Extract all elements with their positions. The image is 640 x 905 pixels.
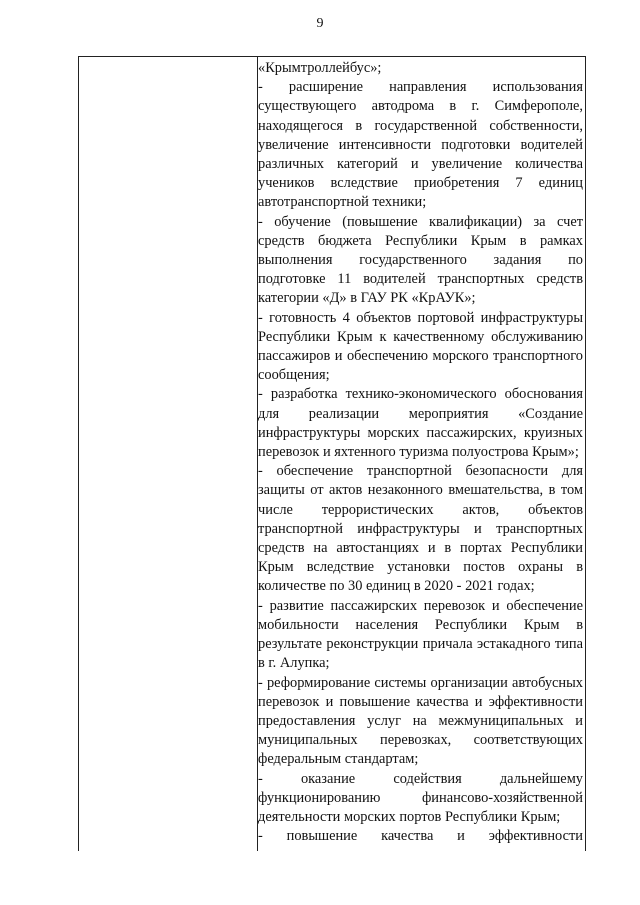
- paragraph-seaports-support: - оказание содействия дальнейшему функционированию финансово-хозяйственной деятельности морских портов Республики Крым;: [258, 770, 583, 825]
- paragraph-transport-security: - обеспечение транспортной безопасности для защиты от актов незаконного вмешательства, в том числе террористических актов, объектов транспортной инфраструктуры и транспортных средств на автостанциях и в портах Республики Крым вследствие установки постов охраны в количестве по 30 единиц в 2020 - 2021 годах;: [258, 463, 583, 595]
- paragraph-feasibility-study: - разработка технико-экономического обоснования для реализации мероприятия «Создание инфраструктуры морских пассажирских, круизных перевозок и яхтенного туризма полуострова Крым»;: [258, 386, 583, 461]
- paragraph-autodrome: - расширение направления использования существующего автодрома в г. Симферополе, находящегося в государственной собственности, увеличение интенсивности подготовки водителей различных категорий и увеличение количества учеников вследствие приобретения 7 единиц автотранспортной техники;: [258, 79, 583, 211]
- page-number: 9: [316, 16, 324, 31]
- paragraph-bus-reform: - реформирование системы организации автобусных перевозок и повышение качества и эффективности предоставления услуг на межмуниципальных и муниципальных перевозках, соответствующих федеральным стандартам;: [258, 674, 583, 768]
- right-cell: [258, 59, 583, 846]
- paragraph-trolleybus: «Крымтроллейбус»;: [258, 60, 382, 76]
- paragraph-alupka-pier: - развитие пассажирских перевозок и обеспечение мобильности населения Республики Крым в результате реконструкции причала эстакадного типа в г. Алупка;: [258, 597, 583, 672]
- paragraph-driver-training: - обучение (повышение квалификации) за счет средств бюджета Республики Крым в рамках выполнения государственного задания по подготовке 11 водителей транспортных средств категории «Д» в ГАУ РК «КрАУК»;: [258, 213, 583, 307]
- content-table: [78, 56, 586, 851]
- paragraph-port-readiness: - готовность 4 объектов портовой инфраструктуры Республики Крым к качественному обслуживанию пассажиров и обеспечению морского транспортного сообщения;: [258, 309, 583, 384]
- left-cell: [79, 57, 257, 851]
- paragraph-quality-improvement: - повышение качества и эффективности: [258, 828, 583, 845]
